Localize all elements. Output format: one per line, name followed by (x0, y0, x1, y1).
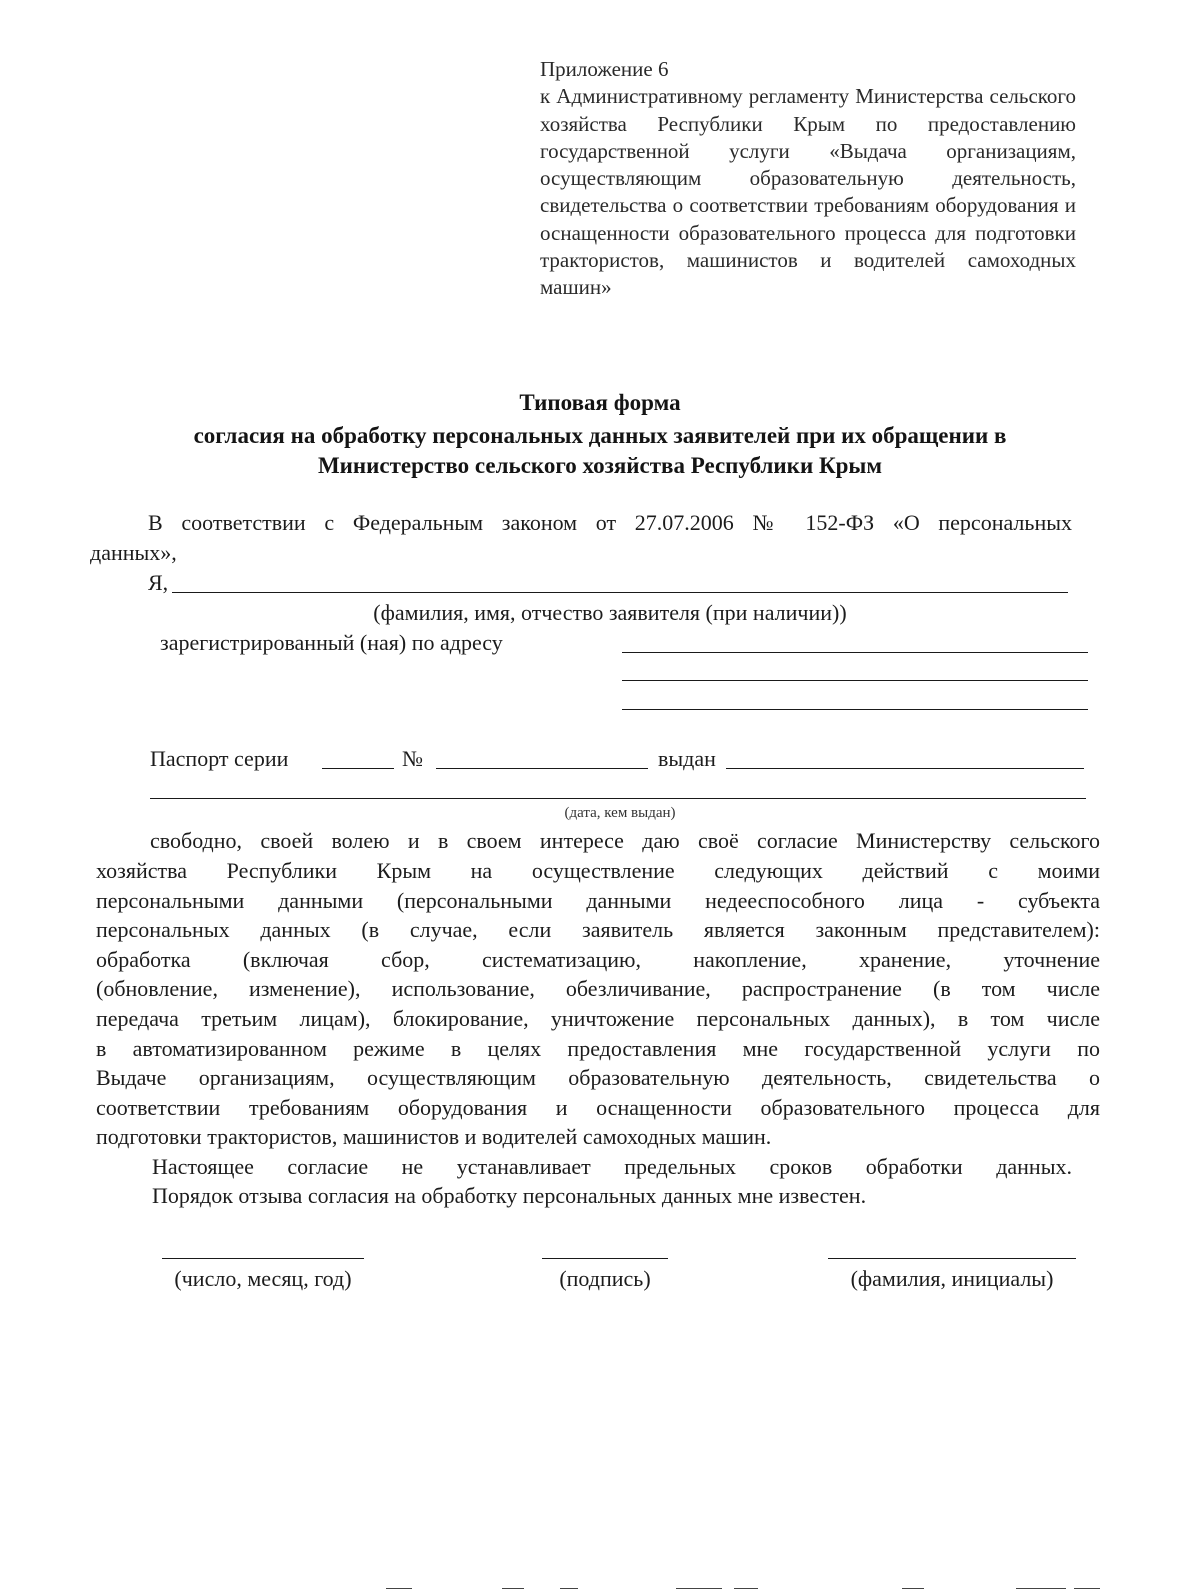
address-field-1[interactable] (622, 652, 1088, 653)
scan-artifact (502, 1588, 524, 1589)
consent-line: соответствии требованиям оборудования и оснащенности образовательного процесса для (96, 1095, 1100, 1120)
consent-line: свободно, своей волею и в своем интересе даю своё согласие Министерству сельского (150, 828, 1100, 853)
passport-number-field[interactable] (436, 768, 648, 769)
scan-artifact (676, 1588, 722, 1589)
issued-caption: (дата, кем выдан) (564, 805, 676, 821)
passport-series-field[interactable] (322, 768, 394, 769)
date-signature-field[interactable] (162, 1258, 364, 1259)
name-signature-field[interactable] (828, 1258, 1076, 1259)
no-limit-line-2: Порядок отзыва согласия на обработку персональных данных мне известен. (152, 1183, 867, 1208)
form-title: Типовая форма (519, 390, 681, 415)
consent-line: (обновление, изменение), использование, обезличивание, распространение (в том числе (96, 976, 1100, 1001)
passport-number-label: № (402, 746, 423, 771)
issued-by-field[interactable] (726, 768, 1084, 769)
consent-line: хозяйства Республики Крым на осуществление следующих действий с моими (96, 858, 1100, 883)
consent-line: обработка (включая сбор, систематизацию, накопление, хранение, уточнение (96, 947, 1100, 972)
name-caption: (фамилия, инициалы) (850, 1266, 1054, 1291)
consent-line: передача третьим лицам), блокирование, уничтожение персональных данных), в том числе (96, 1006, 1100, 1031)
fio-caption: (фамилия, имя, отчество заявителя (при наличии)) (373, 600, 847, 625)
scan-artifact (734, 1588, 758, 1589)
consent-line: в автоматизированном режиме в целях предоставления мне государственной услуги по (96, 1036, 1100, 1061)
issued-date-field[interactable] (150, 798, 1086, 799)
fio-field[interactable] (172, 592, 1068, 593)
scan-artifact (386, 1588, 412, 1589)
scan-artifact (1016, 1588, 1066, 1589)
no-limit-line-1: Настоящее согласие не устанавливает предельных сроков обработки данных. (152, 1154, 1072, 1179)
consent-line: персональными данными (персональными данными недееспособного лица - субъекта (96, 888, 1100, 913)
appendix-text: к Административному регламенту Министерства сельского хозяйства Республики Крым по предоставлению государственной услуги «Выдача организациям, осуществляющим образовательную деятельность, свидетельства о соответствии требованиям оборудования и оснащенности образовательного процесса для подготовки трактористов, машинистов и водителей самоходных машин» (540, 84, 1076, 300)
address-field-3[interactable] (622, 709, 1088, 710)
form-subtitle-line1: согласия на обработку персональных данных заявителей при их обращении в (193, 423, 1007, 448)
consent-line: Выдаче организациям, осуществляющим образовательную деятельность, свидетельства о (96, 1065, 1100, 1090)
scan-artifact (560, 1588, 578, 1589)
intro-line-2: данных», (90, 540, 177, 565)
i-label: Я, (148, 570, 169, 595)
issued-label: выдан (658, 746, 716, 771)
address-field-2[interactable] (622, 680, 1088, 681)
scan-artifact (902, 1588, 924, 1589)
form-subtitle-line2: Министерство сельского хозяйства Республики Крым (317, 453, 883, 478)
appendix-title: Приложение 6 (540, 57, 669, 81)
signature-field[interactable] (542, 1258, 668, 1259)
scan-artifact (1074, 1588, 1100, 1589)
consent-last-line: подготовки трактористов, машинистов и водителей самоходных машин. (96, 1124, 772, 1149)
passport-series-label: Паспорт серии (150, 746, 289, 771)
intro-line-1: В соответствии с Федеральным законом от 27.07.2006 № 152-ФЗ «О персональных (148, 510, 1072, 535)
date-caption: (число, месяц, год) (174, 1266, 352, 1291)
consent-line: персональных данных (в случае, если заявитель является законным представителем): (96, 917, 1100, 942)
signature-caption: (подпись) (559, 1266, 651, 1291)
address-label: зарегистрированный (ная) по адресу (160, 630, 503, 655)
appendix-note (540, 56, 1076, 302)
